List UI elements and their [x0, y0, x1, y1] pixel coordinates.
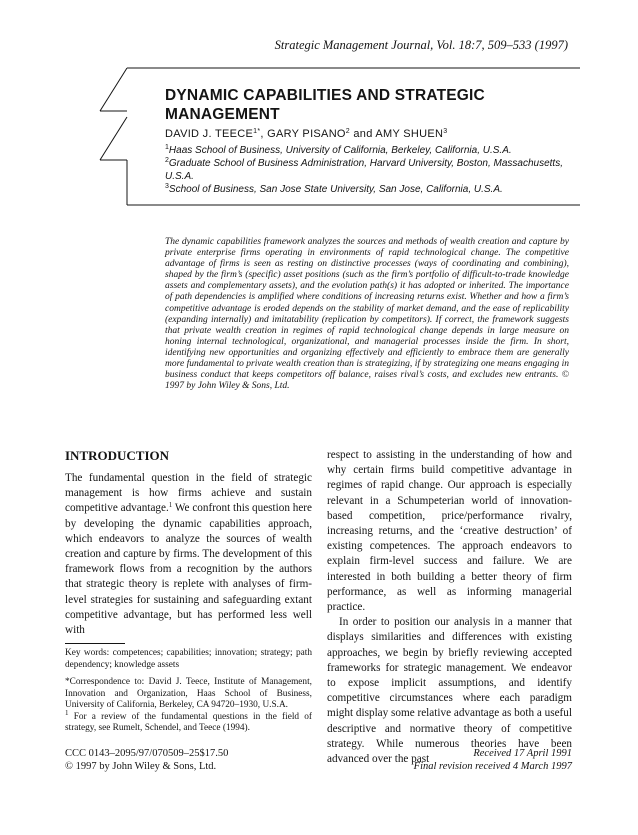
- author-separator: ,: [260, 128, 268, 140]
- author-separator: and: [350, 128, 376, 140]
- correspondence-note: [65, 677, 312, 735]
- author-name: DAVID J. TEECE: [165, 128, 254, 140]
- received-dates: [414, 747, 572, 773]
- correspondence-text: Correspondence to: David J. Teece, Institute of Management, Innovation and Organization, Haas School of Business, University of California, Berkeley, CA 94720–1930, U.S.A.: [65, 677, 312, 711]
- intro-paragraph: respect to assisting in the understanding of how and why certain firms build competitive advantage in regimes of rapid change. Our approach is especially relevant in a Schumpeterian world of innovation-based competition, price/performance rivalry, increasing returns, and the ‘creative destruction’ of existing competences. The approach endeavors to explain firm-level success and failure. We are interested in both building a better theory of firm performance, as well as informing managerial practice.: [327, 449, 572, 614]
- abstract: The dynamic capabilities framework analyzes the sources and methods of wealth creation and capture by private enterprise firms operating in environments of rapid technological change. The competitive advantage of firms is seen as resting on distinctive processes (ways of coordinating and combining), shaped by the firm’s (specific) asset positions (such as the firm’s portfolio of difficult-to-trade knowledge assets and complementary assets), and the evolution path(s) it has adopted or inherited. The importance of path dependencies is amplified where conditions of increasing returns exist. Whether and how a firm’s competitive advantage is eroded depends on the stability of market demand, and the ease of replicability (expanding internally) and imitatability (replication by competitors). If correct, the framework suggests that private wealth creation in regimes of rapid technological change depends in large measure on honing internal technological, organizational, and managerial processes inside the firm. In short, identifying new opportunities and organizing effectively and efficiently to embrace them are generally more fundamental to private wealth creation than is strategizing, if by strategizing one means engaging in business conduct that keeps competitors off balance, raises rival’s costs, and excludes new entrants. © 1997 by John Wiley & Sons, Ltd.: [165, 237, 569, 392]
- intro-paragraph: In order to position our analysis in a manner that displays similarities and differences with existing approaches, we begin by briefly reviewing accepted frameworks for strategic management. We endeavor to expose implicit assumptions, and identify competitive circumstances where each paradigm might display some relative advantage as both a useful descriptive and normative theory of competitive strategy. While numerous theories have been advanced over the past: [327, 616, 572, 766]
- affiliation-number: 3: [165, 183, 169, 190]
- affiliation: [165, 144, 585, 157]
- paper-title: DYNAMIC CAPABILITIES AND STRATEGIC MANAGEMENT: [165, 87, 485, 123]
- footnote-number: 1: [65, 708, 69, 717]
- publication-info: [65, 747, 228, 773]
- revision-date: Final revision received 4 March 1997: [413, 761, 572, 772]
- affiliation-number: 1: [165, 144, 169, 151]
- author-marks: 2: [345, 128, 350, 135]
- footnote-divider: [65, 643, 125, 644]
- author-name: AMY SHUEN: [375, 128, 444, 140]
- ccc-code: CCC 0143–2095/97/070509–25$17.50: [65, 748, 229, 759]
- affiliation-number: 2: [165, 157, 169, 164]
- left-column: [65, 448, 312, 741]
- footnote-reference[interactable]: 1: [168, 501, 173, 510]
- author-marks: 1*: [253, 128, 261, 135]
- section-heading: INTRODUCTION: [65, 448, 170, 463]
- intro-paragraph: [65, 471, 312, 638]
- right-column: [327, 448, 572, 767]
- intro-text: The fundamental question in the field of strategic management is how firms achieve and sustain competitive advantage.: [65, 472, 312, 515]
- author-line: [165, 128, 447, 140]
- affiliation: [165, 157, 585, 183]
- affiliation-text: School of Business, San Jose State University, San Jose, California, U.S.A.: [168, 184, 503, 195]
- affiliation-text: Graduate School of Business Administration, Harvard University, Boston, Massachusetts, U.S.A.: [165, 158, 563, 182]
- footnote-text: For a review of the fundamental questions in the field of strategy, see Rumelt, Schendel, and Teece (1994).: [65, 711, 312, 734]
- received-date: Received 17 April 1991: [473, 748, 572, 759]
- journal-citation: Strategic Management Journal, Vol. 18:7, 509–533 (1997): [274, 38, 568, 52]
- affiliation-text: Haas School of Business, University of California, Berkeley, California, U.S.A.: [168, 145, 512, 156]
- author-marks: 3: [443, 128, 448, 135]
- correspondence-mark: *: [65, 677, 70, 688]
- copyright: © 1997 by John Wiley & Sons, Ltd.: [65, 761, 217, 772]
- key-words: Key words: competences; capabilities; innovation; strategy; path dependency; knowledge assets: [65, 648, 312, 670]
- intro-text: We confront this question here by developing the dynamic capabilities approach, which endeavors to analyze the sources of wealth creation and capture by firms. The development of this framework flows from a recognition by the authors that strategic theory is replete with analyses of firm-level strategies for sustaining and safeguarding extant competitive advantage, but has performed less well with: [65, 502, 312, 637]
- author-name: GARY PISANO: [267, 128, 346, 140]
- affiliation: [165, 183, 585, 196]
